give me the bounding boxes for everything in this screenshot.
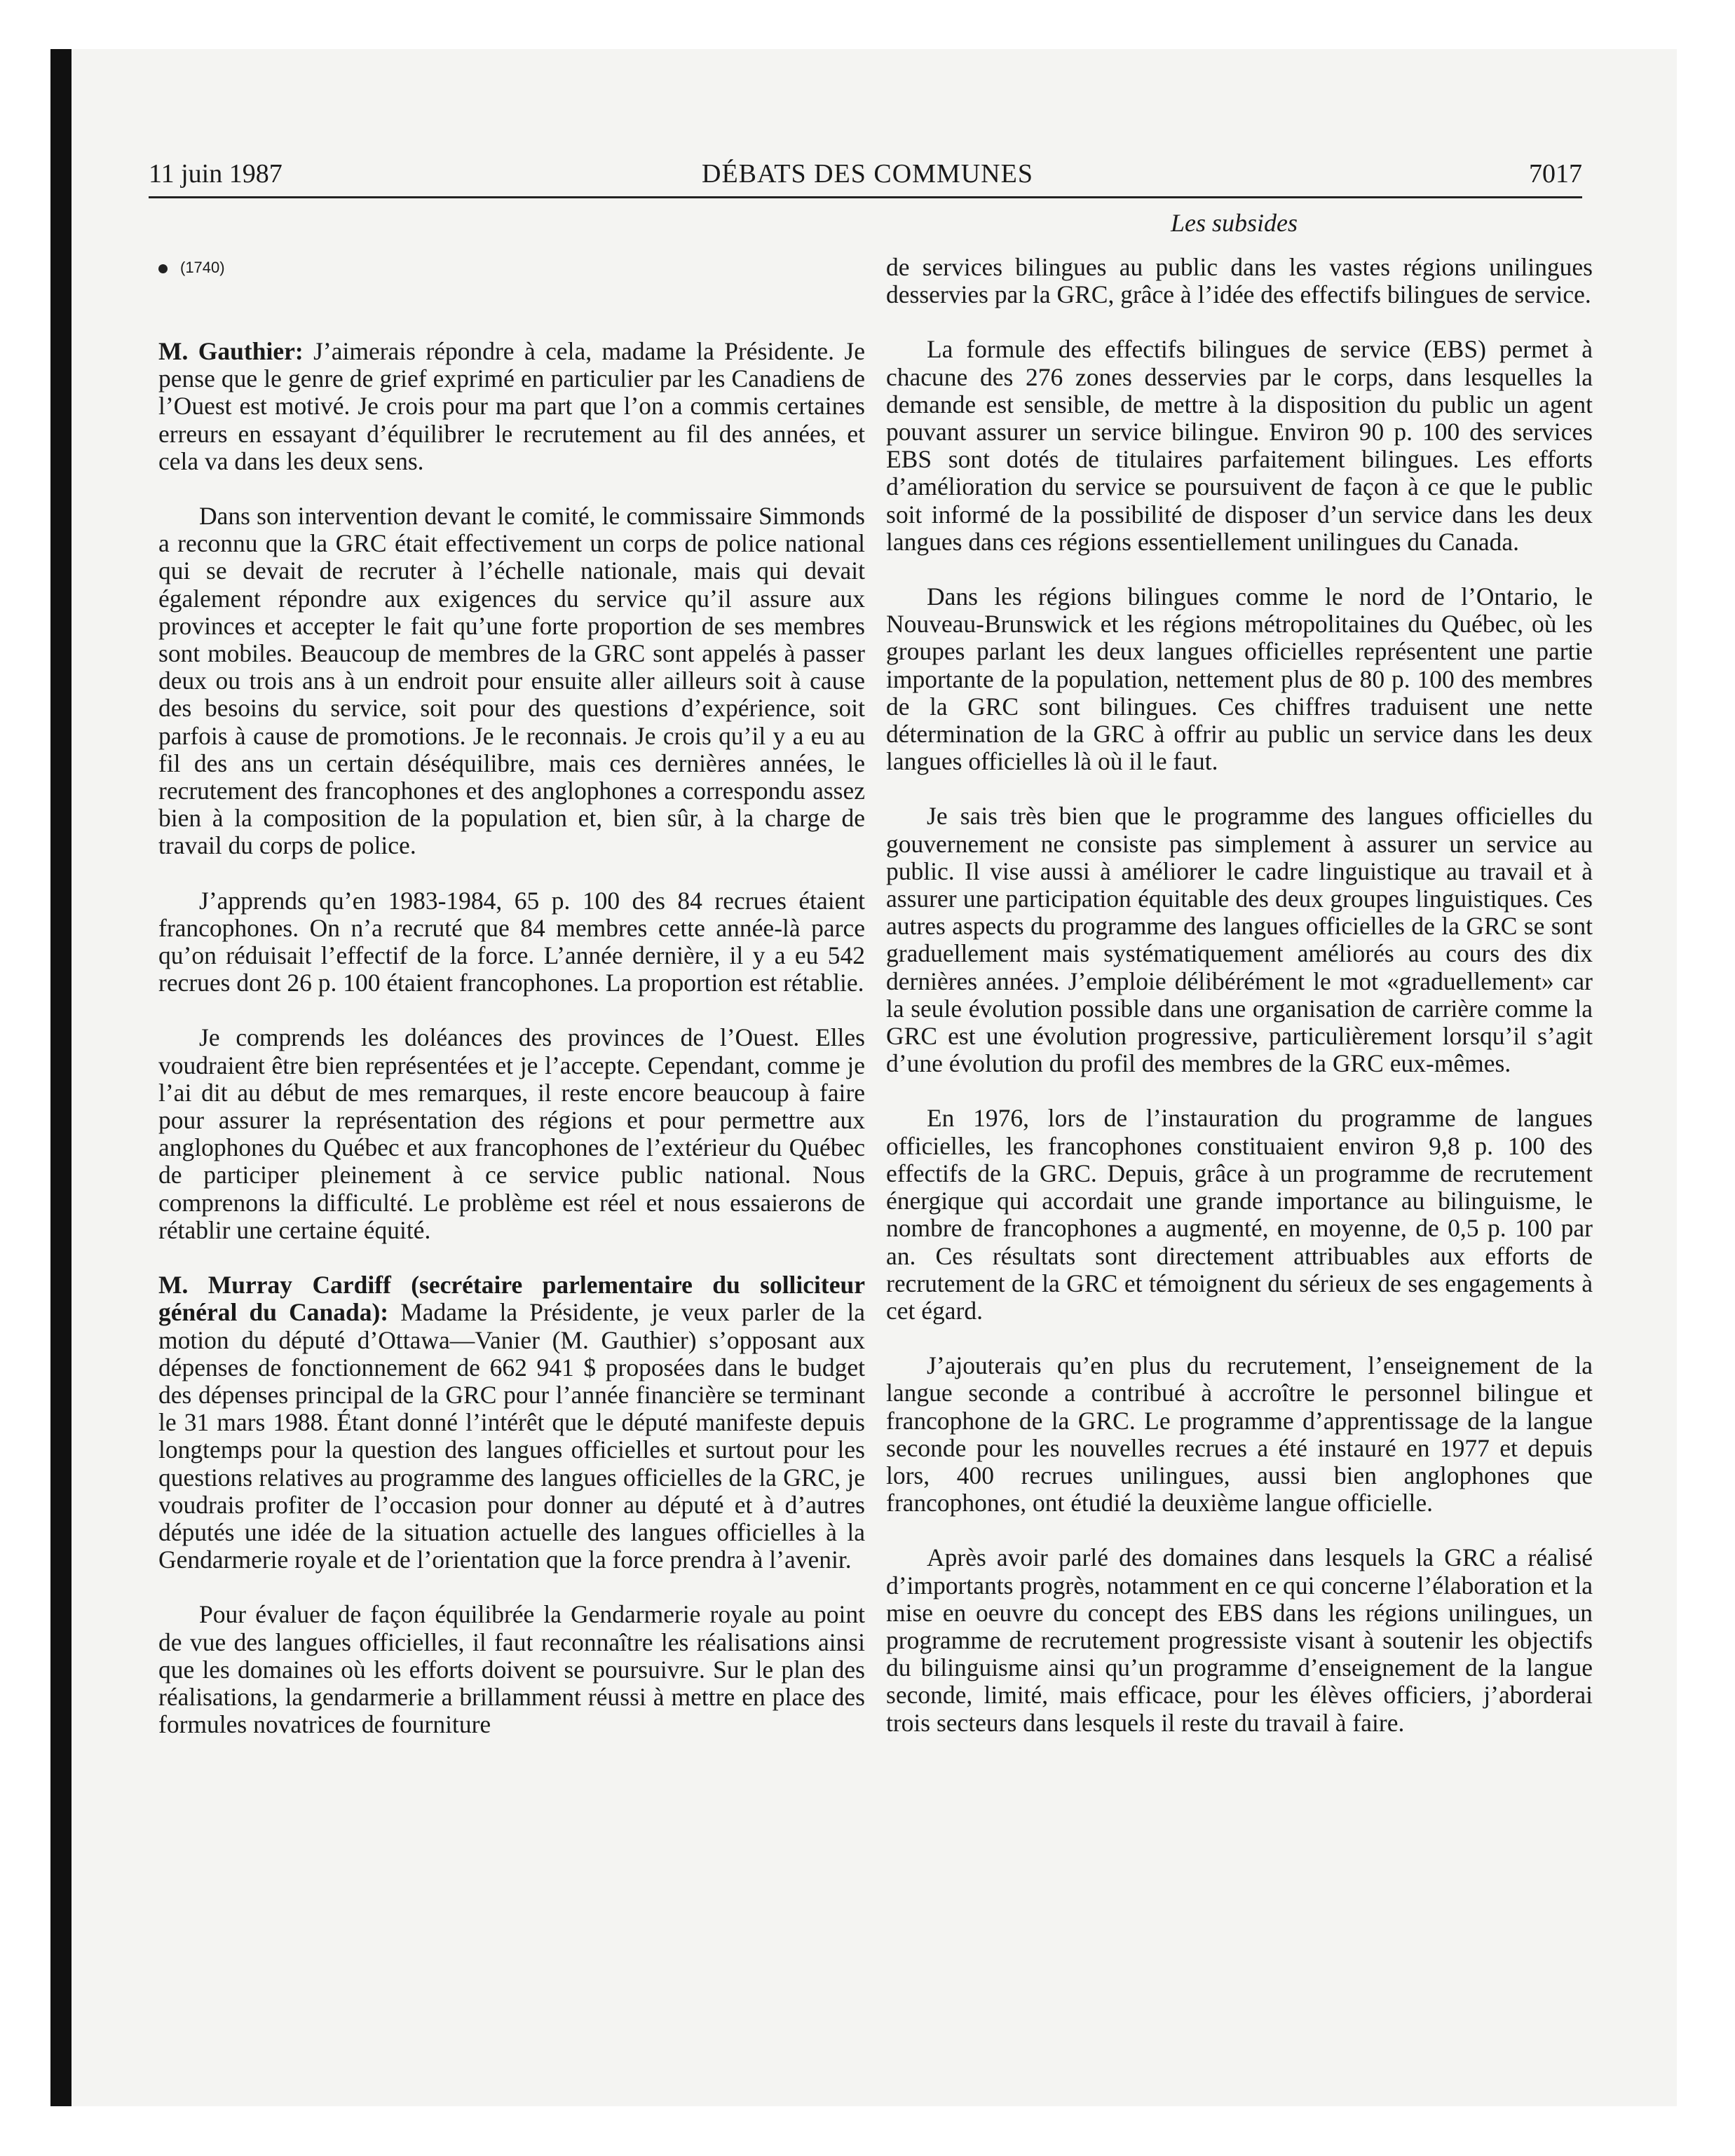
paragraph-text: J’apprends qu’en 1983-1984, 65 p. 100 des 84 recrues étaient francophones. On n’a recruté que 84 membres cette année-là parce qu’on réduisait l’effectif de la force. L’année dernière, il y a eu 542 recrues dont 26 p. 100 étaient francophones. La proportion est rétablie.	[158, 886, 865, 997]
header-title: DÉBATS DES COMMUNES	[702, 159, 1033, 189]
header-date: 11 juin 1987	[149, 159, 283, 189]
paragraph	[886, 1105, 1593, 1325]
paragraph-text: Je sais très bien que le programme des langues officielles du gouvernement ne consiste pas simplement à assurer un service au public. Il vise aussi à améliorer le cadre linguistique au travail et à assurer une participation équitable des deux groupes linguistiques. Ces autres aspects du programme des langues officielles de la GRC se sont graduellement mais systématiquement améliorés au cours des dix dernières années. J’emploie délibérément le mot «graduellement» car la seule évolution possible dans une organisation de carrière comme la GRC est une évolution progressive, particulièrement lorsqu’il s’agit d’une évolution du profil des membres de la GRC eux-mêmes.	[886, 802, 1593, 1078]
paragraph-gauthier	[158, 338, 865, 475]
paragraph	[158, 503, 865, 860]
paragraph	[886, 336, 1593, 556]
paragraph-text: Dans les régions bilingues comme le nord de l’Ontario, le Nouveau-Brunswick et les régions métropolitaines du Québec, où les groupes parlant les deux langues officielles représentent une partie importante de la population, nettement plus de 80 p. 100 des membres de la GRC sont bilingues. Ces chiffres traduisent une nette détermination de la GRC à offrir au public un service dans les deux langues officielles là où il le faut.	[886, 582, 1593, 776]
paragraph-text: Pour évaluer de façon équilibrée la Gendarmerie royale au point de vue des langues officielles, il faut reconnaître les réalisations ainsi que les domaines où les efforts doivent se poursuivre. Sur le plan des réalisations, la gendarmerie a brillamment réussi à mettre en place des formules novatrices de fourniture	[158, 1600, 865, 1739]
paragraph	[158, 887, 865, 997]
speaker-name: M. Murray Cardiff (secrétaire parlementaire du solliciteur général du Canada):	[158, 1271, 865, 1327]
paragraph-text: J’aimerais répondre à cela, madame la Présidente. Je pense que le genre de grief exprimé en particulier par les Canadiens de l’Ouest est motivé. Je crois pour ma part que l’on a commis certaines erreurs en essayant d’équilibrer le recrutement au fil des années, et cela va dans les deux sens.	[158, 337, 865, 475]
paragraph-text: Dans son intervention devant le comité, le commissaire Simmonds a reconnu que la GRC était effectivement un corps de police national qui se devait de recruter à l’échelle nationale, mais qui devait également répondre aux exigences du service qu’il assure aux provinces et accepter le fait qu’une forte proportion de ses membres sont mobiles. Beaucoup de membres de la GRC sont appelés à passer deux ou trois ans à un endroit pour ensuite aller ailleurs soit à cause des besoins du service, soit pour des questions d’expérience, soit parfois à cause de promotions. Je le reconnais. Je crois qu’il y a eu au fil des ans un certain déséquilibre, mais ces dernières années, le recrutement des francophones et des anglophones a correspondu assez bien à la composition de la population et, bien sûr, à la charge de travail du corps de police.	[158, 502, 865, 860]
paragraph-text: Madame la Présidente, je veux parler de la motion du député d’Ottawa—Vanier (M. Gauthier) s’opposant aux dépenses de fonctionnement de 662 941 $ proposées dans le budget des dépenses principal de la GRC pour l’année financière se terminant le 31 mars 1988. Étant donné l’intérêt que le député manifeste depuis longtemps pour la question des langues officielles et surtout pour les questions relatives au programme des langues officielles de la GRC, je voudrais profiter de l’occasion pour donner au député et à d’autres députés une idée de la situation actuelle des langues officielles à la Gendarmerie royale et de l’orientation que la force prendra à l’avenir.	[158, 1298, 865, 1574]
header-rule	[149, 196, 1582, 198]
paragraph-text: En 1976, lors de l’instauration du programme de langues officielles, les francophones constituaient environ 9,8 p. 100 des effectifs de la GRC. Depuis, grâce à un programme de recrutement énergique qui accordait une grande importance au bilinguisme, le nombre de francophones a augmenté, en moyenne, de 0,5 p. 100 par an. Ces résultats sont directement attribuables aux efforts de recrutement de la GRC et témoignent du sérieux de ses engagements à cet égard.	[886, 1104, 1593, 1325]
scan-edge	[50, 49, 72, 2106]
time-marker-text: (1740)	[180, 259, 225, 276]
paragraph	[886, 1352, 1593, 1517]
page-number: 7017	[1529, 159, 1582, 189]
time-marker	[158, 254, 865, 338]
paragraph	[158, 1601, 865, 1738]
left-column	[158, 254, 865, 1766]
paragraph	[886, 803, 1593, 1077]
paragraph-continued	[886, 254, 1593, 308]
paragraph	[886, 583, 1593, 775]
speaker-name: M. Gauthier:	[158, 337, 304, 365]
paragraph-text: de services bilingues au public dans les vastes régions unilingues desservies par la GRC, grâce à l’idée des effectifs bilingues de service.	[886, 253, 1593, 309]
right-column	[886, 254, 1593, 1764]
paragraph-text: J’ajouterais qu’en plus du recrutement, l’enseignement de la langue seconde a contribué à accroître le personnel bilingue et francophone de la GRC. Le programme d’apprentissage de la langue seconde pour les nouvelles recrues a été instauré en 1977 et depuis lors, 400 recrues unilingues, aussi bien anglophones que francophones, ont étudié la deuxième langue officielle.	[886, 1351, 1593, 1517]
paragraph-cardiff	[158, 1271, 865, 1574]
paragraph	[158, 1024, 865, 1244]
paragraph-text: Je comprends les doléances des provinces de l’Ouest. Elles voudraient être bien représentées et je l’accepte. Cependant, comme je l’ai dit au début de mes remarques, il reste encore beaucoup à faire pour assurer la représentation des régions et pour permettre aux anglophones du Québec et aux francophones de l’extérieur du Québec de participer pleinement à ce service public national. Nous comprenons la difficulté. Le problème est réel et nous essaierons de rétablir une certaine équité.	[158, 1023, 865, 1244]
section-title: Les subsides	[1170, 209, 1298, 237]
paragraph-text: La formule des effectifs bilingues de service (EBS) permet à chacune des 276 zones desservies par le corps, dans lesquelles la demande est sensible, de mettre à la disposition du public un agent pouvant assurer un service bilingue. Environ 90 p. 100 des services EBS sont dotés de titulaires parfaitement bilingues. Les efforts d’amélioration du service se poursuivent de façon à ce que le public soit informé de la possibilité de disposer d’un service dans les deux langues dans ces régions essentiellement unilingues du Canada.	[886, 335, 1593, 556]
paragraph	[886, 1544, 1593, 1736]
bullet-icon	[158, 264, 168, 273]
paragraph-text: Après avoir parlé des domaines dans lesquels la GRC a réalisé d’importants progrès, notamment en ce qui concerne l’élaboration et la mise en oeuvre du concept des EBS dans les régions unilingues, un programme de recrutement progressiste visant à soutenir les objectifs du bilinguisme ainsi qu’un programme d’enseignement de la langue seconde, limité, mais efficace, pour les élèves officiers, j’aborderai trois secteurs dans lesquels il reste du travail à faire.	[886, 1543, 1593, 1737]
